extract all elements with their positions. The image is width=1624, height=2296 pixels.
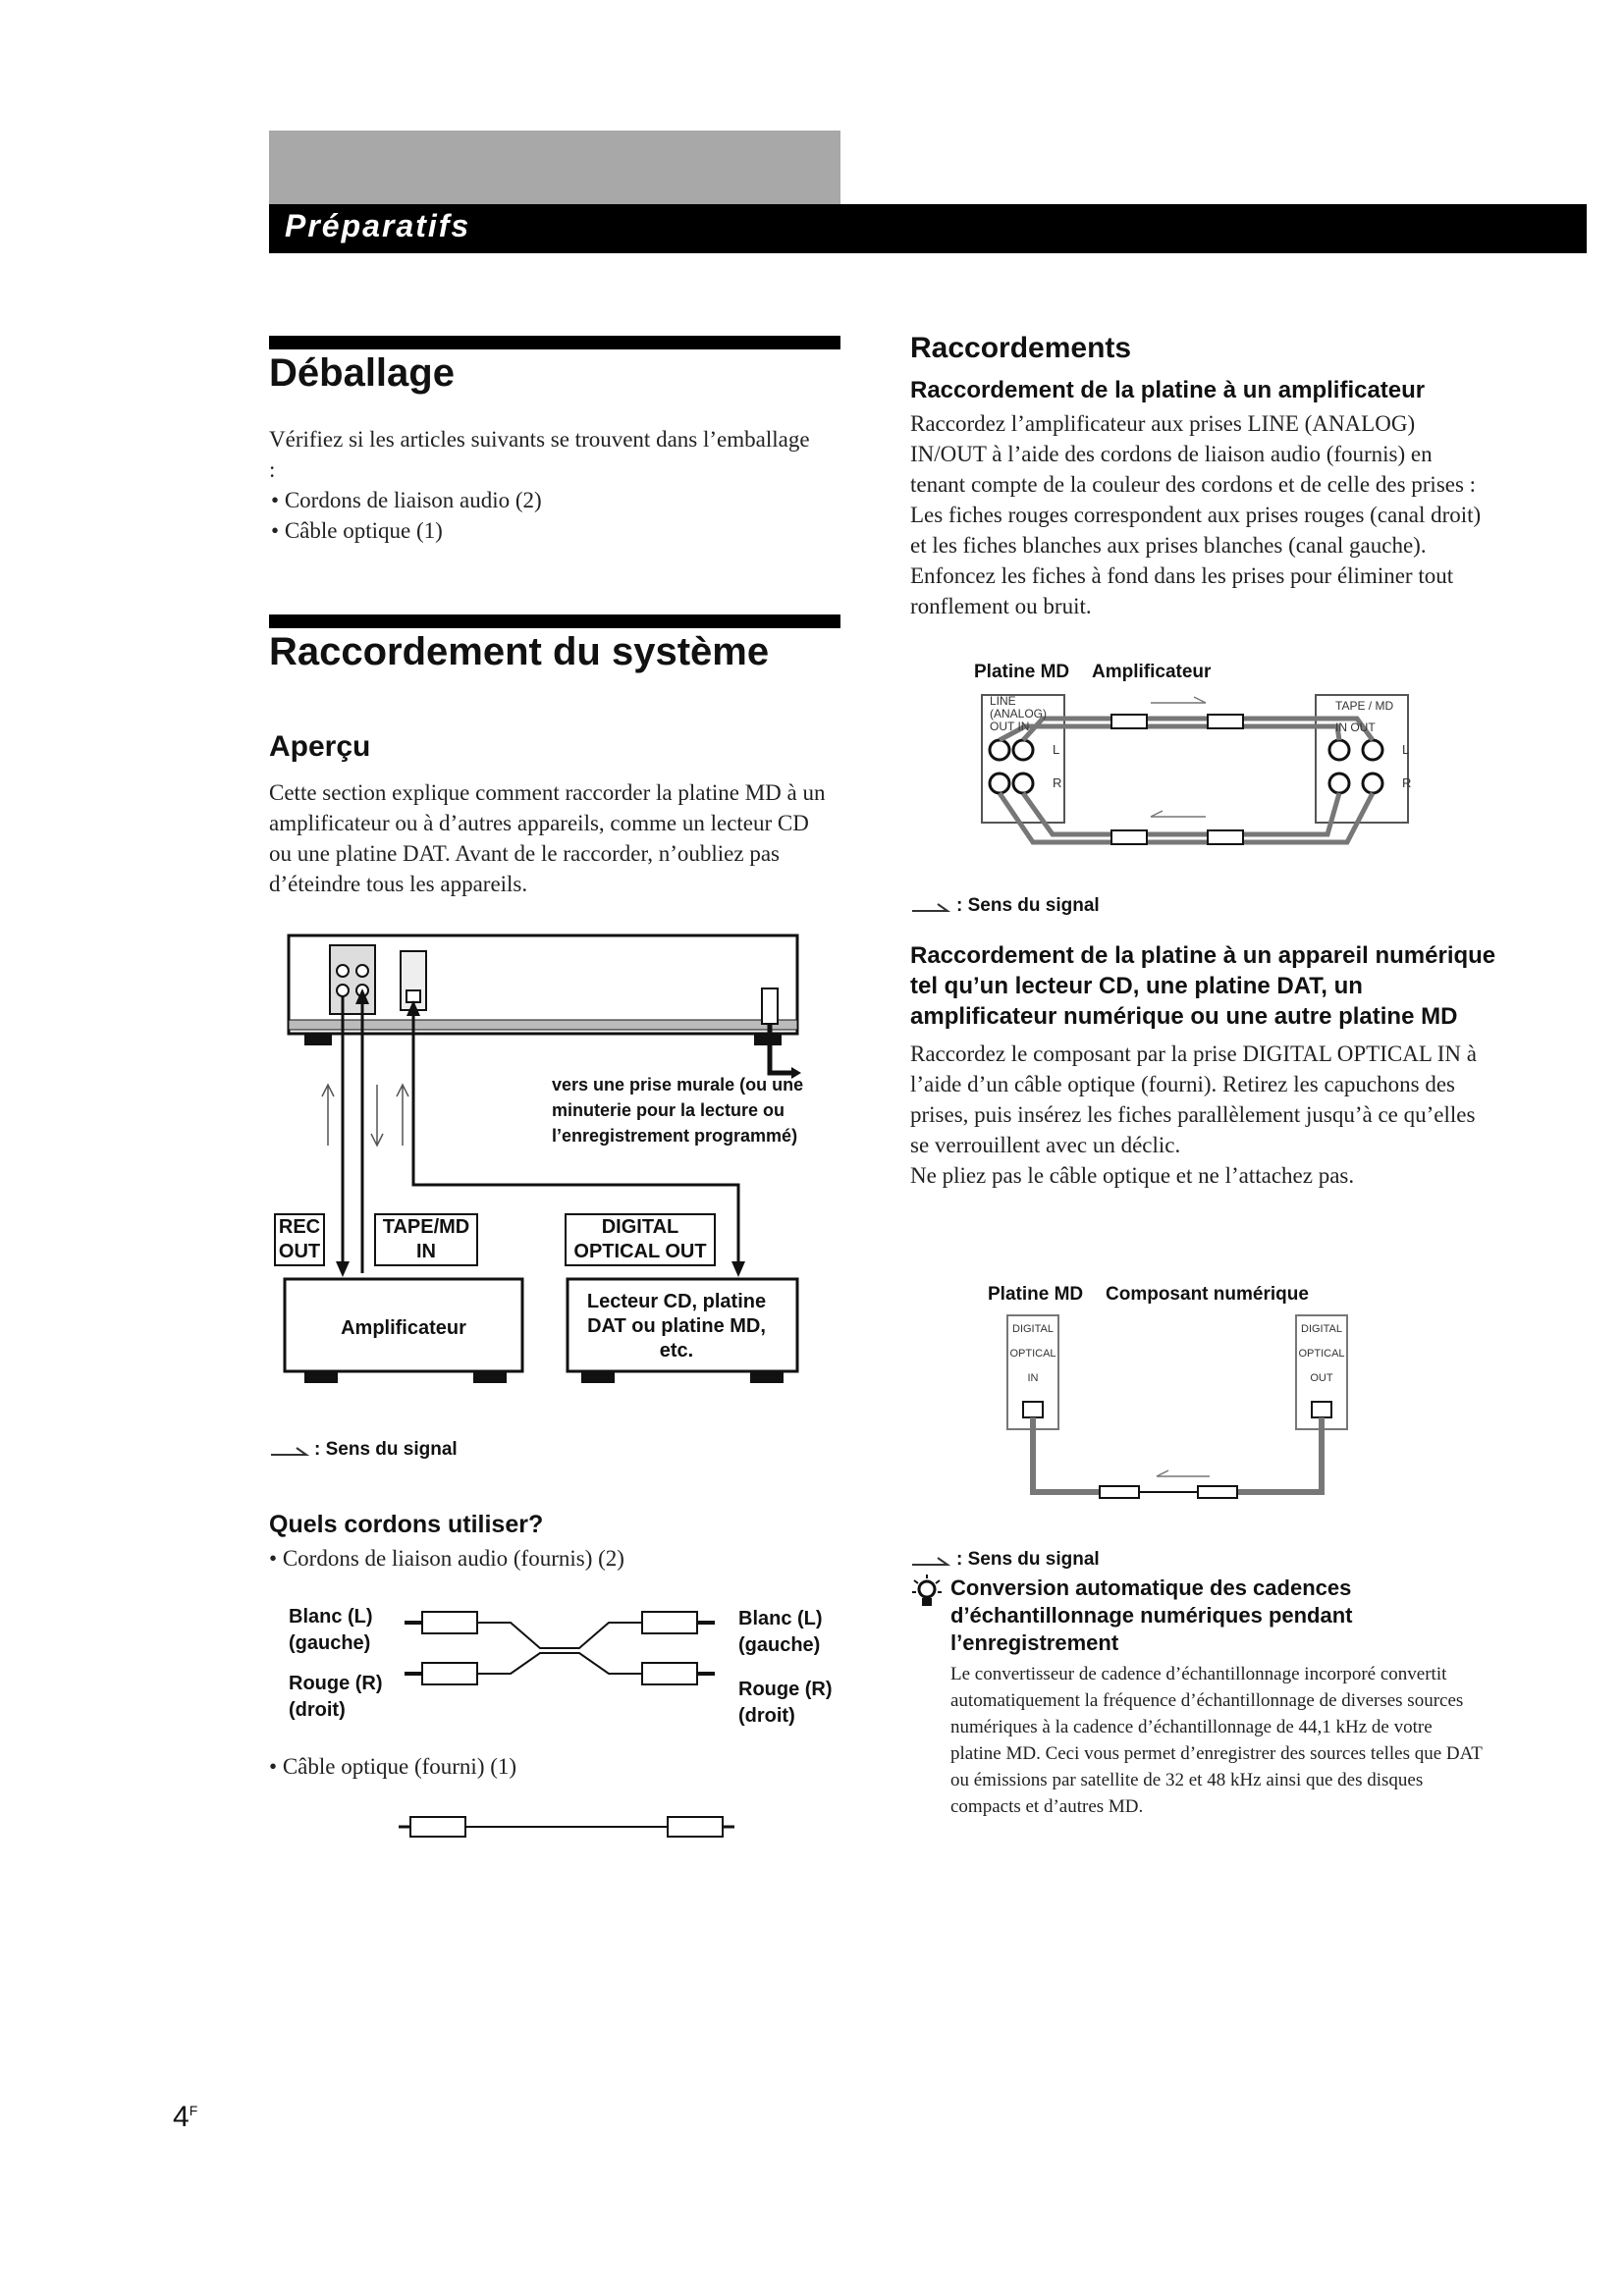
fig1-line-label: LINE (ANALOG) OUT IN [990,694,1048,733]
amp-connection-text: Raccordez l’amplificateur aux prises LINE (ANALOG) IN/OUT à l’aide des cordons de liaison audio (fournis) en tenant compte de la couleur des cordons et de celle des prises : Les fiches rouges correspondent aux prises rouges (canal droit) et les fiches blanches aux prises blanches (canal gauche). Enfoncez les fiches à fond dans les prises pour éliminer tout ronflement ou bruit. [910,411,1482,618]
blanc-left-label: Blanc (L) (gauche) [289,1606,373,1654]
deballage-title: Déballage [269,351,455,395]
signal-arrow-icon [910,899,951,915]
fig1-platine: Platine MD [974,662,1070,682]
signal-arrow-icon [910,1553,951,1569]
cd-label: Lecteur CD, platine DAT ou platine MD, etc. [586,1291,767,1362]
apercu-text: Cette section explique comment raccorder la platine MD à un amplificateur ou à d’autres appareils, comme un lecteur CD ou une platine DAT. Avant de le raccorder, n’oubliez pas d’éteindre tous les appareils. [269,780,826,896]
deballage-item: • Câble optique (1) [271,515,819,546]
tip-text: Le convertisseur de cadence d’échantillonnage incorporé convertit automatiquement la fréquence d’échantillonnage de diverses sources numériques à la cadence d’échantillonnage de 44,1 kHz de votre platine MD. Ceci vous permet d’enregistrer des sources telles que DAT ou émissions par satellite de 32 et 48 kHz ainsi que des disques compacts et d’autres MD. [950,1664,1483,1817]
amp-label: Amplificateur [341,1317,466,1339]
fig1-ampli: Amplificateur [1092,662,1212,682]
digital-out-label: DIGITAL OPTICAL OUT [573,1216,707,1262]
optical-cable-drawing [397,1812,736,1842]
page-number: $4^F$ [173,2101,198,2133]
raccordements-title: Raccordements [910,332,1132,364]
amp-connection-title: Raccordement de la platine à un amplificateur [910,377,1426,403]
systeme-title: Raccordement du système [269,630,770,673]
rouge-right-label: Rouge (R) (droit) [738,1679,833,1727]
fig1-r-right: R [1402,775,1412,790]
audio-cable-drawing [393,1602,727,1710]
cordons-title: Quels cordons utiliser? [269,1511,544,1538]
signal-arrow-icon [269,1443,310,1459]
signal-legend-1: : Sens du signal [956,895,1100,916]
fig1-r-left: R [1053,775,1062,790]
signal-legend: : Sens du signal [314,1439,458,1460]
cordons-optique-item: • Câble optique (fourni) (1) [269,1754,517,1779]
deballage-item: • Cordons de liaison audio (2) [271,485,819,515]
fig2-composant: Composant numérique [1106,1284,1309,1305]
signal-legend-2: : Sens du signal [956,1549,1100,1570]
fig2-out-label: DIGITAL OPTICAL OUT [1298,1323,1345,1384]
wall-note: vers une prise murale (ou une minuterie pour la lecture ou l’enregistrement programmé) [552,1075,804,1146]
digital-connection-title: Raccordement de la platine à un appareil numérique tel qu’un lecteur CD, une platine DAT, un amplificateur numérique ou une autre platine MD [910,942,1496,1030]
rouge-left-label: Rouge (R) (droit) [289,1673,383,1721]
fig2-platine: Platine MD [988,1284,1084,1305]
section-label: Préparatifs [285,208,471,243]
blanc-right-label: Blanc (L) (gauche) [738,1608,823,1656]
tip-lightbulb-icon [910,1573,944,1610]
apercu-title: Aperçu [269,730,371,763]
fig1-tape-label: TAPE / MD IN OUT [1335,699,1394,734]
digital-connection-text: Raccordez le composant par la prise DIGITAL OPTICAL IN à l’aide d’un câble optique (fourni). Retirez les capuchons des prises, puis insérez les fiches parallèlement jusqu’à ce qu’elles se verrouillent avec un déclic. Ne pliez pas le câble optique et ne l’attachez pas. [910,1041,1477,1188]
cordons-audio-item: • Cordons de liaison audio (fournis) (2) [269,1546,624,1571]
fig1-l-right: L [1402,742,1410,757]
deballage-text [269,424,819,546]
fig2-in-label: DIGITAL OPTICAL IN [1009,1323,1056,1384]
fig1-l-left: L [1053,742,1060,757]
tape-md-label: TAPE/MD IN [382,1216,470,1262]
header-grey-block [269,131,840,204]
deballage-intro: Vérifiez si les articles suivants se trouvent dans l’emballage : [269,427,810,482]
deballage-rule [269,336,840,349]
tip-title: Conversion automatique des cadences d’échantillonnage numériques pendant l’enregistrement [950,1575,1353,1655]
rec-label: REC OUT [278,1216,321,1262]
systeme-rule [269,614,840,628]
